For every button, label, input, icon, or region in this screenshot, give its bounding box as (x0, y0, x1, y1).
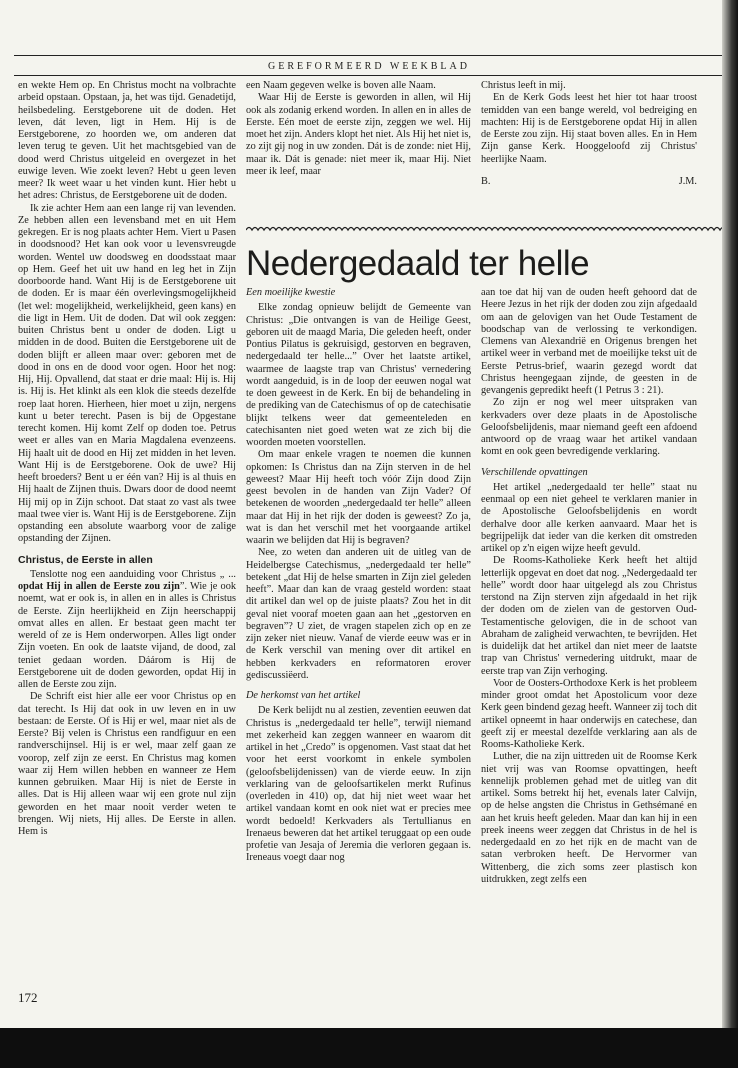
paragraph: Waar Hij de Eerste is geworden in allen, wil Hij ook als zodanig erkend worden. In allen en in alles de Eerste. Eén moet de eerste zijn, zeggen we wel. Hij moet het zijn. Anders klopt het niet. Als Hij het niet is, zo zijt gij nog in uw zonden. Dát is de zonde: niet Hij, maar ik. Dát is genade: niet meer ik, maar Hij. Niet meer ik leef, maar (246, 92, 471, 177)
running-head: GEREFORMEERD WEEKBLAD (268, 61, 470, 72)
right-top-column (481, 80, 697, 188)
paragraph (18, 569, 236, 692)
subheading: Verschillende opvattingen (481, 466, 588, 478)
signature-left: B. (481, 175, 491, 187)
paragraph: De Rooms-Katholieke Kerk heeft het altijd letterlijk opgevat en doet dat nog. „Nedergedaald ter helle” wordt door haar uitgelegd als zou Christus terstond na Zijn sterven zijn afgedaald in het rijk der doden om de zielen van de gestorven Oud-Testamentische gelovigen, die in de schoot van Abraham de zaligheid verwachten, te bevrijden. Het is duidelijk dat het artikel dan niet meer de laatste trap van Christus' vernedering uitdrukt, maar de eerste trap van Zijn verhoging. (481, 555, 697, 677)
paragraph: Christus leeft in mij. (481, 80, 566, 91)
paragraph: Voor de Oosters-Orthodoxe Kerk is het probleem minder groot omdat het Apostolicum voor deze Kerk geen bindend gezag heeft. Wanneer zij toch dit artikel opneemt in haar onderwijs en catechese, dan geeft zij er meestal dezelfde verklaring aan als de Rooms-Katholieke Kerk. (481, 677, 697, 750)
paragraph: Luther, die na zijn uittreden uit de Roomse Kerk niet vrij was van Roomse opvattingen, heeft kennelijk problemen gehad met de uitleg van dit artikel. Soms betrekt hij het, evenals later Calvijn, op de helse angsten die Christus in Gethsémané en aan het kruis heeft geleden. Maar dan kan hij in een preek ineens weer zeggen dat Christus in de hel is nedergedaald en zo het rijk en de macht van de satan verbroken heeft. De Hervormer van Wittenberg, die zich soms zeer plastisch kon uitdrukken, zegt zelfs een (481, 751, 697, 885)
header-rule-top (14, 55, 724, 56)
paragraph: Ik zie achter Hem aan een lange rij van levenden. Ze hebben allen een levensband met en uit Hem gekregen. Er is nog plaats achter Hem. Viert u Pasen in doodsnood? Het kan ook voor u levensvreugde worden. Wentel uw doodsweg en doodsstaat maar op Hem. Geef het uit uw hand en leg het in Zijn doorboorde hand. Want Hij is de Eerstgeborene uit de doden. Er is maar één overlevingsmogelijkheid (let wel: mogelijkheid, werkelijkheid, geen kans) en die ligt in Hem. Uit de doden. Dat wil ook zeggen: buiten Christus bent u onder de doden. Ligt u midden in de dood. Buiten die Eerstgeborene uit de doden blijft er alleen maar over: geboren met de dood in ons en de dood voor ogen. Hoor het nog: Hij, Hij. Opvallend, dat staat er drie maal: Hij is. Hij is. Hij is. Het klinkt als een klok die steeds dezelfde roep laat horen. Hierheen, hier moet u zijn, nergens kunt u beter terecht. Pasen is bij de Opgestane terecht komen. Hij komt Zelf op doden toe. Petrus weet er alles van en Maria Magdalena evenzeens. Hij haalt uit de dood en Hij zet midden in het leven. Want Hij is de Eerstgeborene. Ook de uwe? Hij heeft broeders? Bent u er één van? Hij is al thuis en Hij haalt de Zijnen thuis. Dwars door de dood neemt Hij mij op in Zijn schoot. Dat staat zo vast als twee maal twee vier is. Want Hij is de Eerstgeborene. Zijn opstanding een absolute waarborg voor de zalige opstanding der Zijnen. (18, 202, 236, 545)
paragraph: Om maar enkele vragen te noemen die kunnen opkomen: Is Christus dan na Zijn sterven in de hel geweest? Maar Hij heeft toch vóór Zijn dood Zijn geest bevolen in de handen van Zijn Vader? Of betekenen de woorden „nedergedaald ter helle” alleen maar dat Hij in het rijk der doden is geweest? Zo ja, wat is dan het verschil met het voorgaande artikel waarin we belijden dat Hij is begraven? (246, 449, 471, 546)
paragraph: Zo zijn er nog wel meer uitspraken van kerkvaders over deze plaats in de Apostolische Geloofsbelijdenis, maar niemand geeft een afdoend antwoord op de vraag waar het artikel vandaan komt en ook geen bevredigende verklaring. (481, 397, 697, 458)
paragraph: Nee, zo weten dan anderen uit de uitleg van de Heidelbergse Catechismus, „nedergedaald ter helle” betekent „dat Hij de helse smarten in Zijn ziel geleden heeft”. Maar dan kan de vraag gesteld worden: staat dit artikel dan wel op de juiste plaats? Zou het in dit geval niet vooraf moeten gaan aan het „gestorven en begraven”? U ziet, de vragen stapelen zich op en ze zijn zeker niet nieuw. Vanaf de vierde eeuw was er in de Kerk verschil van mening over dit artikel en hebben kerkvaders en reformatoren erover gediscussiëerd. (246, 547, 471, 681)
article-middle-column (246, 287, 471, 865)
binding-shadow (722, 0, 738, 1068)
paragraph: De Schrift eist hier alle eer voor Christus op en dat terecht. Is Hij dat ook in uw leven en in uw bestaan: de Eerste. Of is Hij er wel, maar niet als de Eerste? Bij velen is Christus een randfiguur en een randverschijnsel. Hij is er wel, maar zelf gaan ze voorop, zelf zijn ze eerst. En Christus mag komen waar zij Hem willen hebben en wanneer ze Hem kunnen gebruiken. Maar Hij is niet de Eerste in alles. Dat is Hij alleen waar wij een grote nul zijn geworden en het maar nooit verder weten te brengen. Wij niets, Hij alles. De Eerste in allen. Hem is (18, 691, 236, 837)
scan-bottom-edge (0, 1028, 738, 1068)
subheading: Een moeilijke kwestie (246, 287, 336, 298)
text-run: Tenslotte nog een aanduiding voor Christus „ ... (30, 568, 236, 580)
subheading: De herkomst van het artikel (246, 690, 361, 701)
signature-row (481, 176, 697, 188)
middle-top-column (246, 80, 471, 178)
paragraph: Elke zondag opnieuw belijdt de Gemeente van Christus: „Die ontvangen is van de Heilige Geest, geboren uit de maagd Maria, Die geleden heeft, onder Pontius Pilatus is gekruisigd, gestorven en begraven, nedergedaald ter helle...” Over het laatste artikel, waarmee de laagste trap van Christus' vernedering wordt aangeduid, is in de loop der eeuwen nogal wat te doen geweest in de Kerk. En bij de behandeling in de prediking van de Catechismus of op de catechisatie blijkt telkens weer dat gemeenteleden en catechisanten niet goed weten wat ze zich bij die woorden moeten voorstellen. (246, 302, 471, 448)
wavy-divider (246, 225, 724, 235)
text-run: ”. Wie je ook noemt, wat er ook is, in allen en in alles is Christus de Eerste. Zijn heerlijkheid en Zijn heerschappij omvat alles en allen. Er bestaat geen macht ter wereld of ze is Hem onderworpen. Alles ligt onder Zijn voeten. En ook de laatste vijand, de dood, zal teniet gedaan worden. Dáárom is Hij de Eerstgeborene uit de doden geworden, opdat Hij in allen de Eerste zou zijn. (18, 581, 236, 690)
article-title: Nedergedaald ter helle (246, 244, 590, 283)
paragraph: en wekte Hem op. En Christus mocht na volbrachte arbeid opstaan. Opstaan, ja, het was tijd. Genadetijd, heilsbedeling. Eerstgeborene uit de doden. Het leven, dát leven, ligt in Hem. Hij is de Eerstgeborene, zo hoorden we, om anderen dat leven terug te geven. Uit het machtsgebied van de dood werd Christus uitgeleid en overgezet in het euwige leven. Wie zoekt leven? Hebt u geen leven meer? Ik weet waar u het vinden kunt. Hier hebt u het adres: Christus, de Eerstgeborene uit de doden. (18, 80, 236, 202)
header-rule-bottom (14, 75, 724, 76)
bold-quote: opdat Hij in allen de Eerste zou zijn (18, 581, 180, 592)
page-number: 172 (18, 990, 38, 1005)
signature-right: J.M. (678, 175, 697, 187)
paragraph: aan toe dat hij van de ouden heeft gehoord dat de Heere Jezus in het rijk der doden zou zijn afgedaald om aan de gelovigen van het Oude Testament de boodschap van de verlossing te verkondigen. Clemens van Alexandrië en Origenus brengen het artikel weer in verband met de moeilijke tekst uit de Eerste Petrus-brief, waarin gezegd wordt dat Christus heengegaan zijnde, de geesten in de gevangenis gepredikt heeft (1 Petrus 3 : 21). (481, 287, 697, 396)
paragraph: Het artikel „nedergedaald ter helle” staat nu eenmaal op een niet geheel te verklaren manier in de Apostolische Geloofsbelijdenis en wordt derhalve door alle kerken aanvaard. Maar het is begrijpelijk dat ieder van die kerken dit omstreden artikel op z'n eigen wijze heeft gevuld. (481, 481, 697, 554)
paragraph: De Kerk belijdt nu al zestien, zeventien eeuwen dat Christus is „nedergedaald ter helle”, terwijl niemand met zekerheid kan zeggen wanneer en waarom dit artikel in het „Credo” is opgenomen. Vast staat dat het voor het eerst voorkomt in enkele symbolen (geloofsbelijdenissen) van de vierde eeuw. In zijn verklaring van de geloofsartikelen merkt Rufinus (overleden in 410) op, dat hij niet weet waar het artikel vandaan komt en ook niet wat er precies mee wordt bedoeld! Kerkvaders als Tertullianus en Irenaeus beweren dat het artikel teruggaat op een oude profetie van Jesaja of Jeremia die verloren gegaan is. Ireneaus voegt daar nog (246, 705, 471, 864)
paragraph: een Naam gegeven welke is boven alle Naam. (246, 80, 436, 91)
article-right-column (481, 287, 697, 886)
section-heading: Christus, de Eerste in allen (18, 553, 153, 566)
paragraph: En de Kerk Gods leest het hier tot haar troost temidden van een bange wereld, vol bedreiging en machten: Hij is de Eerstgeborene opdat Hij in allen de Eerste zou zijn. Hij staat boven alles. En in Hem Zijn ganse Kerk. Hooggeloofd zij Christus' heerlijke Naam. (481, 92, 697, 165)
left-column (18, 80, 236, 838)
